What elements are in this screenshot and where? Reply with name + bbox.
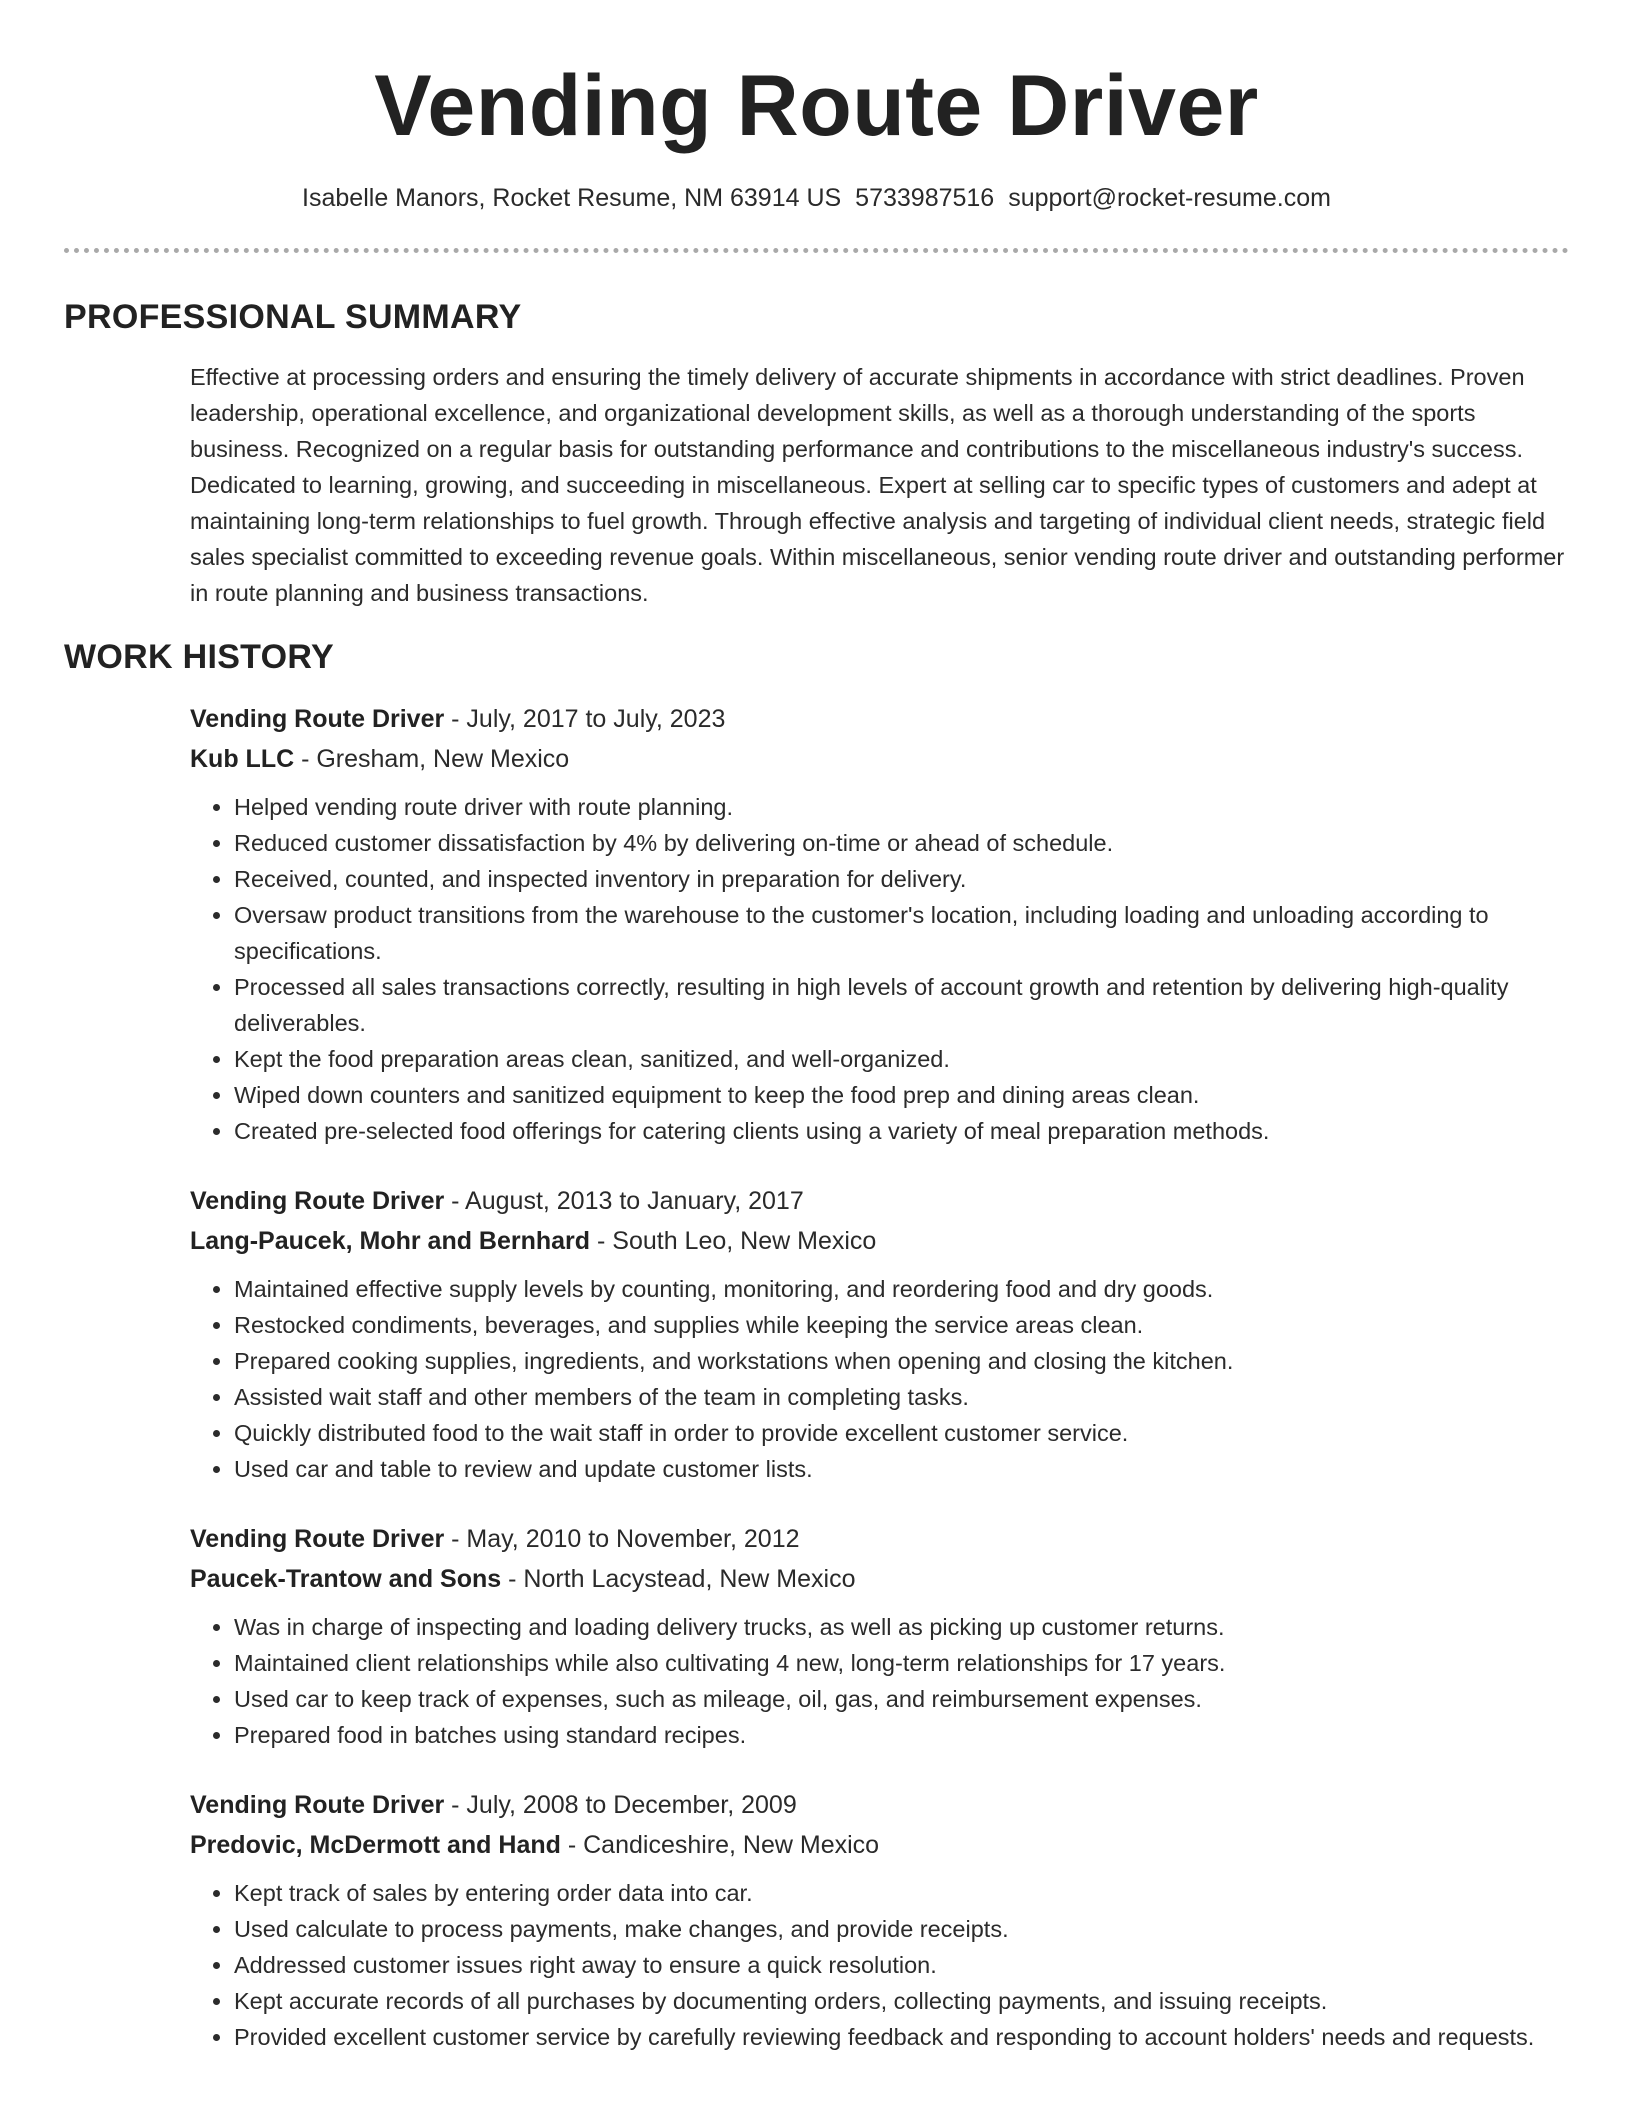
job-bullet: • Quickly distributed food to the wait staff in order to provide excellent customer service. (234, 1415, 1569, 1451)
job-entry (190, 1181, 1569, 1487)
job-company-line (190, 1221, 1569, 1261)
job-company-line (190, 1825, 1569, 1865)
job-location: - South Leo, New Mexico (590, 1227, 877, 1255)
job-company: Lang-Paucek, Mohr and Bernhard (190, 1227, 591, 1255)
job-bullet: • Assisted wait staff and other members of the team in completing tasks. (234, 1379, 1569, 1415)
job-company-line (190, 739, 1569, 779)
job-bullet: • Oversaw product transitions from the warehouse to the customer's location, including loading and unloading according to specifications. (234, 897, 1569, 969)
job-role: Vending Route Driver (190, 1791, 445, 1819)
contact-email: support@rocket-resume.com (1008, 184, 1331, 212)
job-bullets (190, 789, 1569, 1149)
job-bullet: • Reduced customer dissatisfaction by 4% by delivering on-time or ahead of schedule. (234, 825, 1569, 861)
contact-address: Isabelle Manors, Rocket Resume, NM 63914 US (302, 184, 842, 212)
job-entry (190, 699, 1569, 1149)
job-bullet: • Processed all sales transactions correctly, resulting in high levels of account growth and retention by delivering high-quality deliverables. (234, 969, 1569, 1041)
job-bullet: • Restocked condiments, beverages, and supplies while keeping the service areas clean. (234, 1307, 1569, 1343)
contact-line (64, 182, 1569, 214)
job-title-line (190, 699, 1569, 739)
job-title-line (190, 1785, 1569, 1825)
job-location: - Candiceshire, New Mexico (560, 1831, 880, 1859)
job-bullet: • Created pre-selected food offerings for catering clients using a variety of meal preparation methods. (234, 1113, 1569, 1149)
job-bullet: • Kept accurate records of all purchases by documenting orders, collecting payments, and issuing receipts. (234, 1983, 1569, 2019)
work-history-heading: WORK HISTORY (64, 638, 334, 676)
job-bullets (190, 1271, 1569, 1487)
job-title-line (190, 1519, 1569, 1559)
job-bullet: • Prepared food in batches using standard recipes. (234, 1717, 1569, 1753)
job-bullet: • Provided excellent customer service by carefully reviewing feedback and responding to account holders' needs and requests. (234, 2019, 1569, 2055)
job-bullet: • Helped vending route driver with route planning. (234, 789, 1569, 825)
job-dates: - August, 2013 to January, 2017 (444, 1187, 804, 1215)
job-dates: - July, 2008 to December, 2009 (444, 1791, 797, 1819)
header-divider (64, 248, 1569, 253)
job-dates: - May, 2010 to November, 2012 (444, 1525, 800, 1553)
job-company: Predovic, McDermott and Hand (190, 1831, 561, 1859)
summary-text: Effective at processing orders and ensuring the timely delivery of accurate shipments in accordance with strict deadlines. Proven leadership, operational excellence, and organizational development skills, as well as a thorough understanding of the sports business. Recognized on a regular basis for outstanding performance and contributions to the miscellaneous industry's success. Dedicated to learning, growing, and succeeding in miscellaneous. Expert at selling car to specific types of customers and adept at maintaining long-term relationships to fuel growth. Through effective analysis and targeting of individual client needs, strategic field sales specialist committed to exceeding revenue goals. Within miscellaneous, senior vending route driver and outstanding performer in route planning and business transactions. (190, 364, 1565, 606)
job-bullet: • Used calculate to process payments, make changes, and provide receipts. (234, 1911, 1569, 1947)
job-bullet: • Maintained client relationships while also cultivating 4 new, long-term relationships for 17 years. (234, 1645, 1569, 1681)
contact-phone: 5733987516 (855, 184, 995, 212)
job-bullet: • Used car to keep track of expenses, such as mileage, oil, gas, and reimbursement expenses. (234, 1681, 1569, 1717)
job-bullet: • Kept track of sales by entering order data into car. (234, 1875, 1569, 1911)
job-bullet: • Maintained effective supply levels by counting, monitoring, and reordering food and dry goods. (234, 1271, 1569, 1307)
job-company-line (190, 1559, 1569, 1599)
candidate-name: Vending Route Driver (374, 58, 1259, 154)
summary-heading: PROFESSIONAL SUMMARY (64, 298, 522, 336)
job-bullet: • Used car and table to review and update customer lists. (234, 1451, 1569, 1487)
job-location: - North Lacystead, New Mexico (501, 1565, 856, 1593)
work-history-list (190, 699, 1569, 2055)
job-bullets (190, 1609, 1569, 1753)
job-bullet: • Addressed customer issues right away to ensure a quick resolution. (234, 1947, 1569, 1983)
job-entry (190, 1519, 1569, 1753)
job-bullets (190, 1875, 1569, 2055)
job-company: Kub LLC (190, 745, 295, 773)
job-title-line (190, 1181, 1569, 1221)
job-role: Vending Route Driver (190, 705, 445, 733)
job-bullet: • Was in charge of inspecting and loading delivery trucks, as well as picking up customer returns. (234, 1609, 1569, 1645)
job-location: - Gresham, New Mexico (294, 745, 570, 773)
job-bullet: • Kept the food preparation areas clean, sanitized, and well-organized. (234, 1041, 1569, 1077)
job-role: Vending Route Driver (190, 1187, 445, 1215)
job-dates: - July, 2017 to July, 2023 (444, 705, 726, 733)
job-bullet: • Wiped down counters and sanitized equipment to keep the food prep and dining areas clean. (234, 1077, 1569, 1113)
job-entry (190, 1785, 1569, 2055)
job-role: Vending Route Driver (190, 1525, 445, 1553)
job-bullet: • Received, counted, and inspected inventory in preparation for delivery. (234, 861, 1569, 897)
job-bullet: • Prepared cooking supplies, ingredients, and workstations when opening and closing the kitchen. (234, 1343, 1569, 1379)
job-company: Paucek-Trantow and Sons (190, 1565, 502, 1593)
